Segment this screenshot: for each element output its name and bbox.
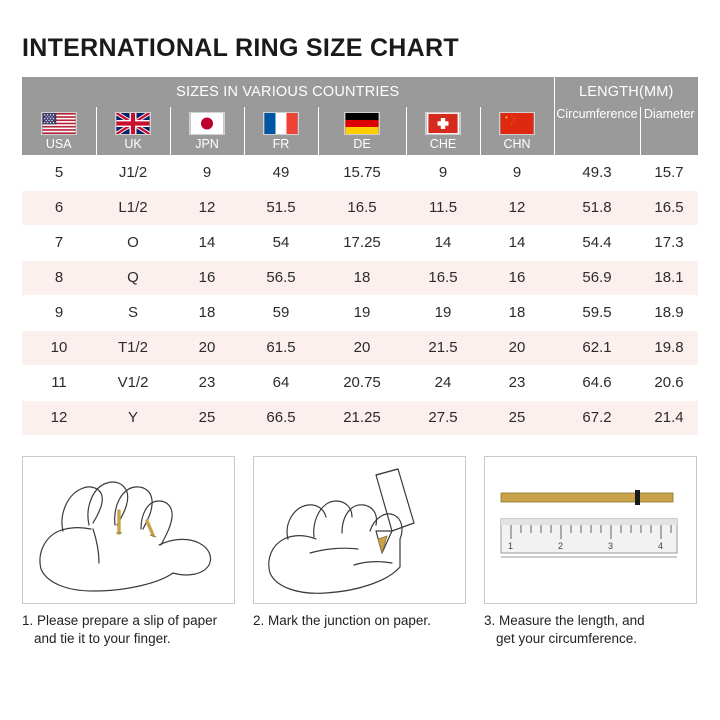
table-row <box>22 330 698 365</box>
column-header-usa <box>22 107 96 155</box>
cell-fr: 49 <box>244 155 318 190</box>
column-header-fr <box>244 107 318 155</box>
cell-fr: 66.5 <box>244 400 318 435</box>
column-header-che <box>406 107 480 155</box>
cell-circumference: 56.9 <box>554 260 640 295</box>
cell-jpn: 20 <box>170 330 244 365</box>
cell-diameter: 21.4 <box>640 400 698 435</box>
step-3 <box>484 456 697 648</box>
column-header-diameter: Diameter <box>640 107 698 155</box>
cell-che: 16.5 <box>406 260 480 295</box>
step-2 <box>253 456 466 648</box>
measurement-steps <box>22 456 698 648</box>
cell-chn: 23 <box>480 365 554 400</box>
cell-chn: 20 <box>480 330 554 365</box>
svg-text:4: 4 <box>658 540 664 551</box>
cell-usa: 11 <box>22 365 96 400</box>
header-sizes-countries: SIZES IN VARIOUS COUNTRIES <box>22 77 554 107</box>
cell-circumference: 54.4 <box>554 225 640 260</box>
cell-jpn: 14 <box>170 225 244 260</box>
column-header-circumference: Circumference <box>554 107 640 155</box>
cell-chn: 18 <box>480 295 554 330</box>
cell-che: 14 <box>406 225 480 260</box>
step-1 <box>22 456 235 648</box>
column-header-chn <box>480 107 554 155</box>
cell-fr: 56.5 <box>244 260 318 295</box>
svg-text:2: 2 <box>558 540 564 551</box>
column-code-de: DE <box>353 137 371 151</box>
cell-uk: L1/2 <box>96 190 170 225</box>
cell-de: 16.5 <box>318 190 406 225</box>
table-row <box>22 225 698 260</box>
svg-text:1: 1 <box>508 540 514 551</box>
cell-circumference: 64.6 <box>554 365 640 400</box>
cell-jpn: 12 <box>170 190 244 225</box>
cell-circumference: 51.8 <box>554 190 640 225</box>
cell-de: 20 <box>318 330 406 365</box>
cell-circumference: 49.3 <box>554 155 640 190</box>
cell-diameter: 19.8 <box>640 330 698 365</box>
cell-diameter: 18.1 <box>640 260 698 295</box>
cell-circumference: 67.2 <box>554 400 640 435</box>
table-row <box>22 155 698 190</box>
cell-diameter: 16.5 <box>640 190 698 225</box>
cell-de: 21.25 <box>318 400 406 435</box>
cell-diameter: 18.9 <box>640 295 698 330</box>
step-1-illustration <box>22 456 235 604</box>
cell-usa: 6 <box>22 190 96 225</box>
cell-usa: 8 <box>22 260 96 295</box>
cell-de: 19 <box>318 295 406 330</box>
cell-uk: Y <box>96 400 170 435</box>
hand-with-paper-strip-icon <box>23 457 234 603</box>
column-header-de <box>318 107 406 155</box>
cell-de: 17.25 <box>318 225 406 260</box>
cell-fr: 61.5 <box>244 330 318 365</box>
cell-usa: 7 <box>22 225 96 260</box>
cell-uk: V1/2 <box>96 365 170 400</box>
cell-chn: 16 <box>480 260 554 295</box>
step-3-line2: get your circumference. <box>496 630 638 646</box>
cell-uk: Q <box>96 260 170 295</box>
hand-marking-pen-icon <box>254 457 465 603</box>
cell-jpn: 23 <box>170 365 244 400</box>
cell-che: 11.5 <box>406 190 480 225</box>
svg-text:3: 3 <box>608 540 614 551</box>
cell-de: 18 <box>318 260 406 295</box>
table-row <box>22 400 698 435</box>
flag-fr-icon <box>263 112 299 138</box>
flag-jpn-icon <box>189 112 225 138</box>
cell-jpn: 18 <box>170 295 244 330</box>
cell-usa: 10 <box>22 330 96 365</box>
cell-chn: 25 <box>480 400 554 435</box>
cell-uk: T1/2 <box>96 330 170 365</box>
step-1-line1: 1. Please prepare a slip of paper <box>22 612 218 628</box>
column-code-fr: FR <box>272 137 290 151</box>
cell-fr: 64 <box>244 365 318 400</box>
cell-uk: O <box>96 225 170 260</box>
ring-size-table <box>22 77 698 436</box>
step-3-line1: 3. Measure the length, and <box>484 612 645 628</box>
cell-chn: 12 <box>480 190 554 225</box>
column-code-chn: CHN <box>503 137 531 151</box>
header-length-mm: LENGTH(MM) <box>554 77 698 107</box>
table-row <box>22 260 698 295</box>
ruler-measure-icon <box>485 457 696 603</box>
cell-chn: 9 <box>480 155 554 190</box>
cell-usa: 5 <box>22 155 96 190</box>
cell-diameter: 20.6 <box>640 365 698 400</box>
table-row <box>22 365 698 400</box>
flag-chn-icon <box>499 112 535 138</box>
cell-che: 21.5 <box>406 330 480 365</box>
page-title: INTERNATIONAL RING SIZE CHART <box>22 34 459 62</box>
cell-che: 27.5 <box>406 400 480 435</box>
cell-de: 20.75 <box>318 365 406 400</box>
cell-che: 24 <box>406 365 480 400</box>
table-row <box>22 190 698 225</box>
cell-diameter: 17.3 <box>640 225 698 260</box>
cell-usa: 12 <box>22 400 96 435</box>
cell-uk: J1/2 <box>96 155 170 190</box>
cell-uk: S <box>96 295 170 330</box>
cell-che: 19 <box>406 295 480 330</box>
flag-usa-icon <box>41 112 77 138</box>
column-code-usa: USA <box>45 137 72 151</box>
column-header-jpn <box>170 107 244 155</box>
step-3-illustration <box>484 456 697 604</box>
step-2-caption <box>253 612 466 630</box>
flag-che-icon <box>425 112 461 138</box>
cell-diameter: 15.7 <box>640 155 698 190</box>
cell-fr: 54 <box>244 225 318 260</box>
column-code-che: CHE <box>429 137 457 151</box>
column-code-jpn: JPN <box>195 137 219 151</box>
cell-circumference: 59.5 <box>554 295 640 330</box>
column-code-uk: UK <box>124 137 142 151</box>
cell-fr: 51.5 <box>244 190 318 225</box>
flag-de-icon <box>344 112 380 138</box>
step-3-caption <box>484 612 697 648</box>
step-2-illustration <box>253 456 466 604</box>
table-row <box>22 295 698 330</box>
cell-chn: 14 <box>480 225 554 260</box>
column-header-uk <box>96 107 170 155</box>
cell-circumference: 62.1 <box>554 330 640 365</box>
cell-jpn: 16 <box>170 260 244 295</box>
flag-uk-icon <box>115 112 151 138</box>
cell-jpn: 25 <box>170 400 244 435</box>
cell-fr: 59 <box>244 295 318 330</box>
cell-jpn: 9 <box>170 155 244 190</box>
step-1-line2: and tie it to your finger. <box>34 630 171 646</box>
table-column-header-row <box>22 107 698 155</box>
step-2-line1: 2. Mark the junction on paper. <box>253 612 431 628</box>
cell-che: 9 <box>406 155 480 190</box>
cell-de: 15.75 <box>318 155 406 190</box>
step-1-caption <box>22 612 235 648</box>
cell-usa: 9 <box>22 295 96 330</box>
table-group-header-row <box>22 77 698 107</box>
